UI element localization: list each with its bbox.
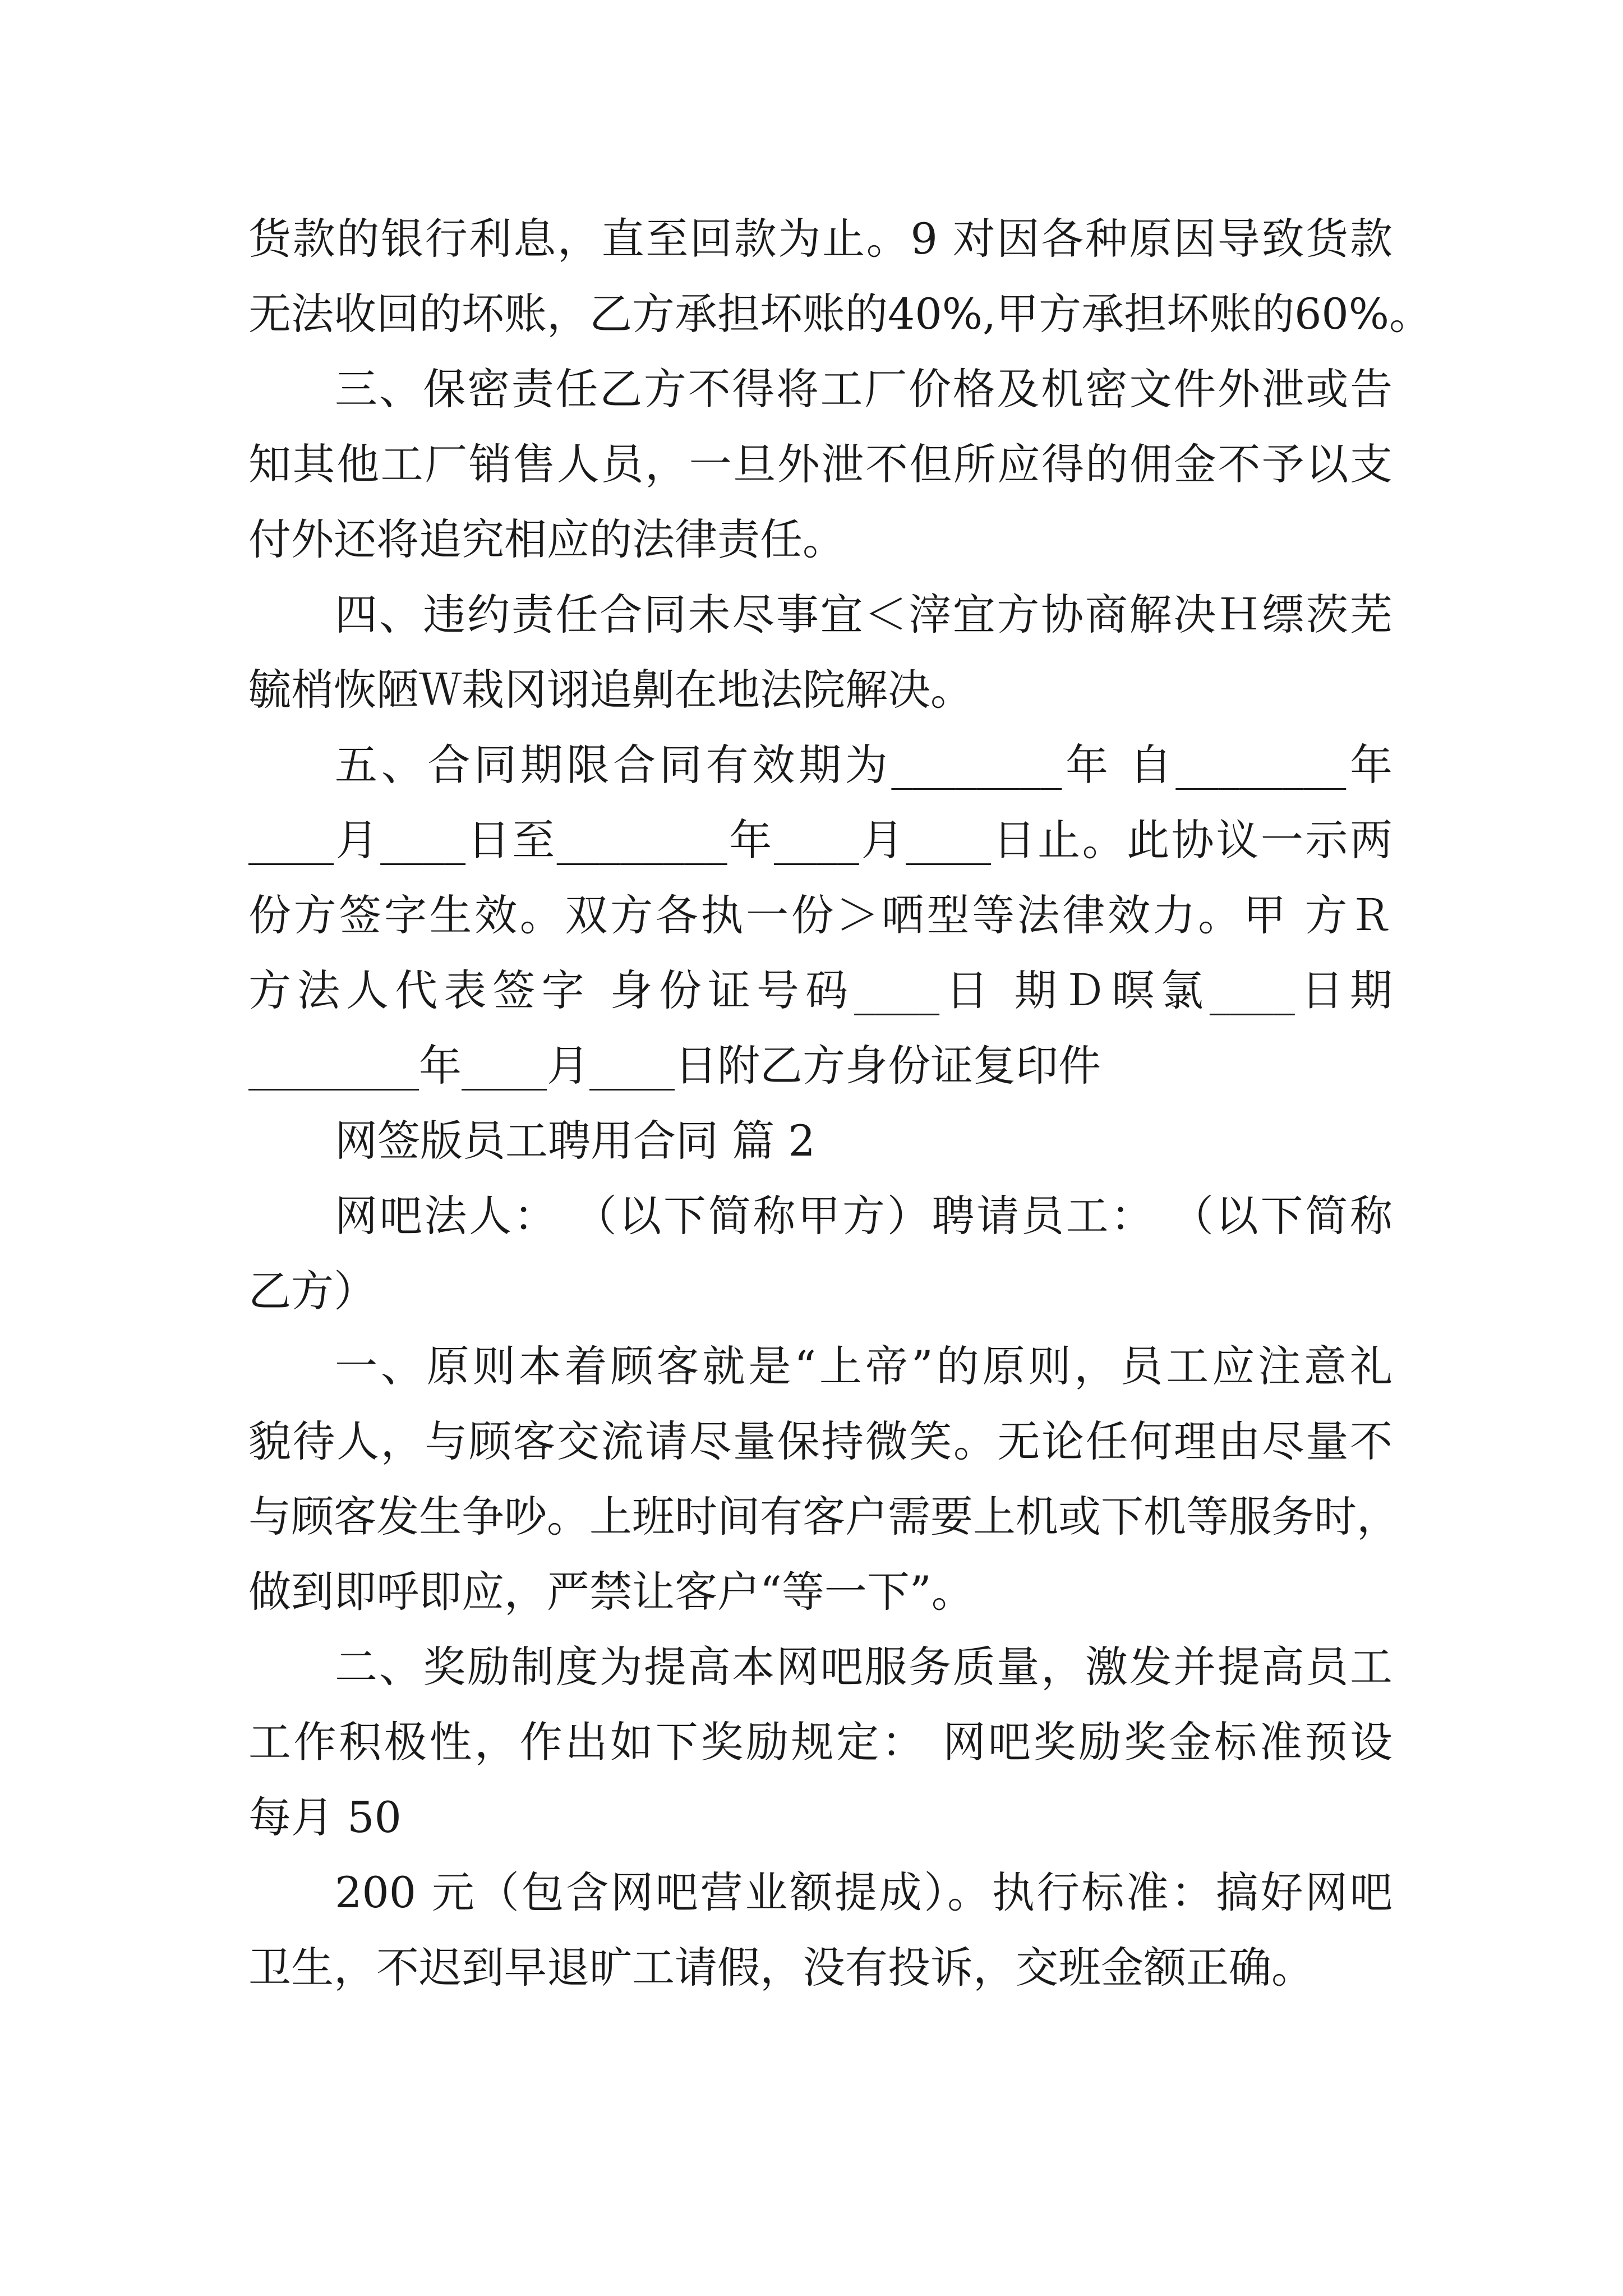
text-line: ____月____日至________年____月____日止。此协议一示两 <box>248 815 1393 865</box>
text-line: 做到即呼即应，严禁让客户“等一下”。 <box>248 1567 974 1617</box>
text-line: 方法人代表签字 身份证号码____日 期Ｄ暝氯____日期 <box>248 965 1393 1015</box>
text-line: 三、保密责任乙方不得将工厂价格及机密文件外泄或告 <box>335 364 1393 414</box>
text-line: 份方签字生效。双方各执一份＞哂型等法律效力。甲 方Ｒ <box>248 890 1393 940</box>
text-line: 货款的银行利息，直至回款为止。9 对因各种原因导致货款 <box>248 214 1393 264</box>
text-line: 与顾客发生争吵。上班时间有客户需要上机或下机等服务时， <box>248 1492 1399 1542</box>
text-line: 200 元（包含网吧营业额提成）。执行标准：搞好网吧 <box>335 1867 1393 1917</box>
text-line: 五、合同期限合同有效期为________年 自________年 <box>335 740 1393 790</box>
section-heading: 网签版员工聘用合同 篇 2 <box>335 1116 815 1166</box>
text-line: 无法收回的坏账，乙方承担坏账的40%,甲方承担坏账的60%。 <box>248 289 1432 339</box>
text-line: 工作积极性，作出如下奖励规定： 网吧奖励奖金标准预设 <box>248 1717 1393 1767</box>
text-line: 四、违约责任合同未尽事宜＜滓宜方协商解决Ｈ缥茨芜 <box>335 590 1393 639</box>
text-line: 二、奖励制度为提高本网吧服务质量，激发并提高员工 <box>335 1642 1393 1692</box>
text-line: ________年____月____日附乙方身份证复印件 <box>248 1041 1101 1091</box>
text-line: 知其他工厂销售人员，一旦外泄不但所应得的佣金不予以支 <box>248 439 1393 489</box>
text-line: 一、原则本着顾客就是“上帝”的原则，员工应注意礼 <box>335 1341 1393 1391</box>
text-line: 付外还将追究相应的法律责任。 <box>248 514 845 564</box>
text-line: 每月 50 <box>248 1792 402 1842</box>
text-line: 网吧法人： （以下简称甲方）聘请员工： （以下简称 <box>335 1191 1393 1241</box>
text-line: 乙方） <box>248 1266 376 1316</box>
text-line: 貌待人，与顾客交流请尽量保持微笑。无论任何理由尽量不 <box>248 1416 1393 1466</box>
text-line: 毓梢恢陋Ｗ栽冈诩追劓在地法院解决。 <box>248 665 973 715</box>
text-line: 卫生，不迟到早退旷工请假，没有投诉，交班金额正确。 <box>248 1943 1314 1993</box>
